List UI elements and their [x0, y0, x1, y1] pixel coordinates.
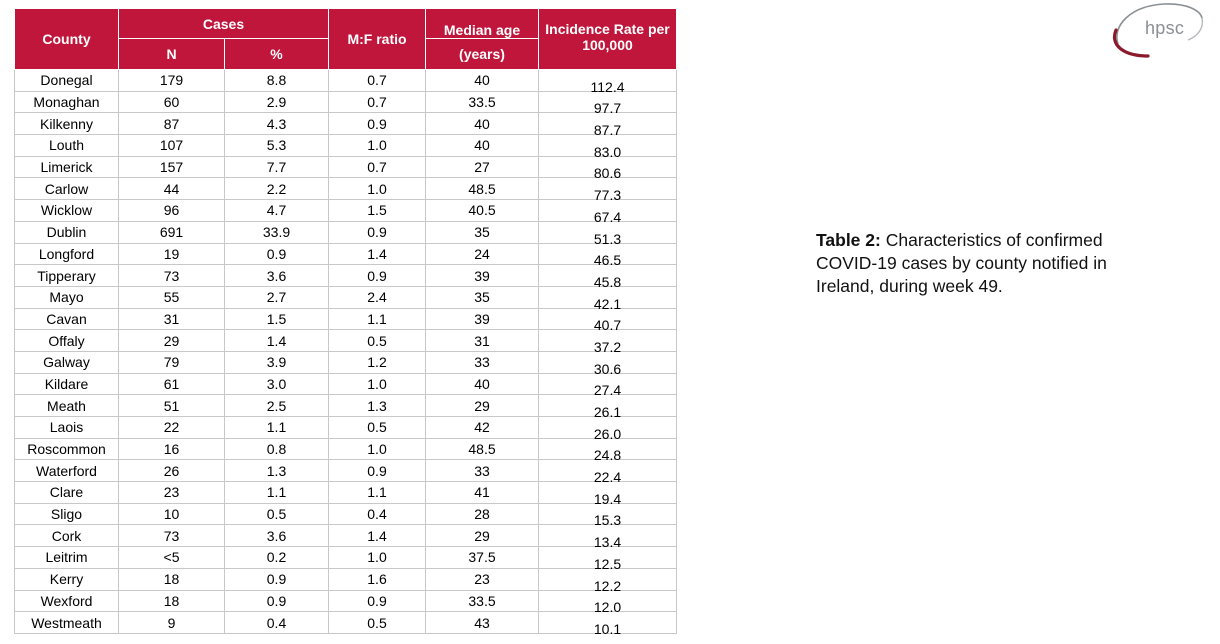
incidence-rate-value: 10.1: [593, 620, 622, 637]
caption-label: Table 2:: [816, 230, 881, 250]
cell-pct: 2.2: [225, 178, 329, 200]
table-row: [15, 265, 677, 287]
cell-n: 96: [119, 200, 225, 222]
cell-median-age: 40: [426, 70, 539, 92]
header-median-age: Median age: [426, 9, 539, 39]
cell-county: Laois: [15, 417, 119, 439]
incidence-rate-value: 26.0: [593, 425, 622, 442]
cell-pct: 0.9: [225, 590, 329, 612]
cell-median-age: 33: [426, 351, 539, 373]
cell-n: 16: [119, 438, 225, 460]
cell-incidence-rate: [539, 113, 677, 139]
cell-median-age: 42: [426, 417, 539, 439]
cell-county: Cavan: [15, 308, 119, 330]
cell-median-age: 48.5: [426, 438, 539, 460]
cell-county: Dublin: [15, 221, 119, 243]
cell-county: Kilkenny: [15, 113, 119, 135]
cell-median-age: 28: [426, 503, 539, 525]
cell-pct: 2.7: [225, 286, 329, 308]
cell-pct: 0.8: [225, 438, 329, 460]
cell-pct: 4.3: [225, 113, 329, 135]
cell-county: Wicklow: [15, 200, 119, 222]
cell-median-age: 40.5: [426, 200, 539, 222]
cell-n: 79: [119, 351, 225, 373]
cell-county: Tipperary: [15, 265, 119, 287]
cell-incidence-rate: [539, 178, 677, 204]
cell-n: 179: [119, 70, 225, 92]
cell-mf-ratio: 0.9: [329, 590, 426, 612]
cell-incidence-rate: [539, 395, 677, 420]
cell-county: Galway: [15, 351, 119, 373]
incidence-rate-value: 97.7: [593, 100, 622, 117]
cell-median-age: 40: [426, 113, 539, 135]
header-mf-ratio: M:F ratio: [329, 9, 426, 70]
incidence-rate-value: 15.3: [593, 512, 622, 529]
cell-mf-ratio: 0.9: [329, 265, 426, 287]
cell-pct: 3.6: [225, 265, 329, 287]
cell-median-age: 35: [426, 221, 539, 243]
cell-n: 60: [119, 91, 225, 113]
table-row: [15, 525, 677, 547]
incidence-rate-value: 67.4: [593, 208, 622, 225]
cell-median-age: 29: [426, 525, 539, 547]
cell-mf-ratio: 1.0: [329, 547, 426, 569]
cell-n: 18: [119, 568, 225, 590]
table-row: [15, 178, 677, 200]
cell-county: Westmeath: [15, 612, 119, 634]
cell-incidence-rate: [539, 70, 677, 95]
cell-county: Wexford: [15, 590, 119, 612]
cell-mf-ratio: 1.0: [329, 373, 426, 395]
incidence-rate-value: 77.3: [593, 187, 622, 204]
cell-n: 23: [119, 482, 225, 504]
cell-median-age: 33.5: [426, 590, 539, 612]
cell-pct: 2.5: [225, 395, 329, 417]
cell-incidence-rate: [539, 460, 677, 486]
cell-n: 51: [119, 395, 225, 417]
cell-pct: 3.6: [225, 525, 329, 547]
table-row: [15, 568, 677, 590]
cell-median-age: 39: [426, 308, 539, 330]
cell-mf-ratio: 0.7: [329, 91, 426, 113]
header-incidence-rate: Incidence Rate per 100,000: [539, 9, 677, 70]
cell-n: 55: [119, 286, 225, 308]
cell-n: 87: [119, 113, 225, 135]
table-row: [15, 156, 677, 178]
cell-n: 29: [119, 330, 225, 352]
incidence-rate-value: 46.5: [593, 252, 622, 269]
cell-pct: 3.9: [225, 351, 329, 373]
cell-n: 22: [119, 417, 225, 439]
cell-mf-ratio: 1.6: [329, 568, 426, 590]
cell-pct: 7.7: [225, 156, 329, 178]
cell-county: Limerick: [15, 156, 119, 178]
logo-text: hpsc: [1145, 18, 1185, 38]
cell-pct: 0.4: [225, 612, 329, 634]
cell-median-age: 31: [426, 330, 539, 352]
cell-pct: 1.4: [225, 330, 329, 352]
cell-mf-ratio: 0.7: [329, 70, 426, 92]
cell-n: 44: [119, 178, 225, 200]
table-row: [15, 547, 677, 569]
cell-median-age: 40: [426, 135, 539, 157]
cell-median-age: 35: [426, 286, 539, 308]
cell-median-age: 29: [426, 395, 539, 417]
cell-n: <5: [119, 547, 225, 569]
incidence-rate-value: 83.0: [593, 143, 622, 160]
cell-pct: 4.7: [225, 200, 329, 222]
caption-text: Characteristics of confirmed COVID-19 cases by county notified in Ireland, during week 49.: [816, 230, 1107, 296]
header-n: N: [119, 39, 225, 70]
cell-n: 26: [119, 460, 225, 482]
incidence-rate-value: 12.5: [593, 555, 622, 572]
table-row: [15, 373, 677, 395]
cell-mf-ratio: 1.4: [329, 525, 426, 547]
cell-pct: 1.5: [225, 308, 329, 330]
header-pct: %: [225, 39, 329, 70]
cell-median-age: 39: [426, 265, 539, 287]
incidence-rate-value: 24.8: [593, 447, 622, 464]
cell-median-age: 33: [426, 460, 539, 482]
cell-pct: 2.9: [225, 91, 329, 113]
cell-mf-ratio: 1.0: [329, 135, 426, 157]
table-row: [15, 590, 677, 612]
table-caption: [816, 229, 1156, 298]
header-county: County: [15, 9, 119, 70]
cell-pct: 0.9: [225, 568, 329, 590]
cell-mf-ratio: 1.2: [329, 351, 426, 373]
cell-n: 18: [119, 590, 225, 612]
cell-n: 691: [119, 221, 225, 243]
cell-n: 73: [119, 525, 225, 547]
cell-n: 19: [119, 243, 225, 265]
cell-pct: 1.3: [225, 460, 329, 482]
cell-mf-ratio: 1.0: [329, 178, 426, 200]
incidence-rate-value: 30.6: [593, 360, 622, 377]
table-row: [15, 395, 677, 417]
cell-n: 157: [119, 156, 225, 178]
cell-mf-ratio: 0.9: [329, 460, 426, 482]
incidence-rate-value: 87.7: [593, 122, 622, 139]
cell-pct: 5.3: [225, 135, 329, 157]
cell-county: Meath: [15, 395, 119, 417]
cell-pct: 33.9: [225, 221, 329, 243]
cell-county: Carlow: [15, 178, 119, 200]
cell-pct: 0.2: [225, 547, 329, 569]
table-row: [15, 135, 677, 157]
table-row: [15, 286, 677, 308]
cell-median-age: 37.5: [426, 547, 539, 569]
table-row: [15, 351, 677, 373]
cell-mf-ratio: 1.3: [329, 395, 426, 417]
cell-incidence-rate: [539, 525, 677, 551]
cell-pct: 1.1: [225, 482, 329, 504]
cell-county: Waterford: [15, 460, 119, 482]
cell-county: Sligo: [15, 503, 119, 525]
table-row: [15, 438, 677, 460]
cell-n: 10: [119, 503, 225, 525]
incidence-rate-value: 37.2: [593, 338, 622, 355]
cell-mf-ratio: 2.4: [329, 286, 426, 308]
cell-n: 107: [119, 135, 225, 157]
incidence-rate-value: 42.1: [593, 295, 622, 312]
incidence-rate-value: 22.4: [593, 469, 622, 486]
incidence-rate-value: 27.4: [593, 382, 622, 399]
cell-mf-ratio: 0.9: [329, 221, 426, 243]
table-row: [15, 113, 677, 135]
cell-mf-ratio: 1.1: [329, 482, 426, 504]
cell-county: Kildare: [15, 373, 119, 395]
cell-mf-ratio: 1.1: [329, 308, 426, 330]
incidence-rate-value: 51.3: [593, 230, 622, 247]
table-row: [15, 460, 677, 482]
cell-pct: 0.5: [225, 503, 329, 525]
header-median-age-unit: (years): [426, 39, 539, 70]
cell-mf-ratio: 0.5: [329, 612, 426, 634]
table-row: [15, 308, 677, 330]
incidence-rate-value: 12.2: [593, 577, 622, 594]
cell-pct: 0.9: [225, 243, 329, 265]
table-row: [15, 482, 677, 504]
incidence-rate-value: 26.1: [593, 404, 622, 420]
table-row: [15, 70, 677, 92]
table-row: [15, 417, 677, 439]
cell-pct: 1.1: [225, 417, 329, 439]
cell-n: 31: [119, 308, 225, 330]
table-row: [15, 243, 677, 265]
cell-median-age: 40: [426, 373, 539, 395]
cell-mf-ratio: 0.5: [329, 330, 426, 352]
cell-mf-ratio: 0.4: [329, 503, 426, 525]
cell-n: 73: [119, 265, 225, 287]
cell-county: Kerry: [15, 568, 119, 590]
incidence-rate-value: 19.4: [593, 490, 622, 507]
incidence-rate-value: 112.4: [590, 78, 625, 95]
incidence-rate-value: 80.6: [593, 165, 622, 182]
cell-county: Leitrim: [15, 547, 119, 569]
header-cases: Cases: [119, 9, 329, 39]
table-row: [15, 612, 677, 634]
incidence-rate-value: 45.8: [593, 273, 622, 290]
table-row: [15, 221, 677, 243]
cell-incidence-rate: [539, 330, 677, 355]
county-table-container: [14, 8, 677, 637]
cell-median-age: 41: [426, 482, 539, 504]
cell-mf-ratio: 0.9: [329, 113, 426, 135]
cell-mf-ratio: 0.7: [329, 156, 426, 178]
cell-county: Longford: [15, 243, 119, 265]
cell-median-age: 48.5: [426, 178, 539, 200]
table-body: [15, 70, 677, 637]
cell-mf-ratio: 0.5: [329, 417, 426, 439]
cell-median-age: 43: [426, 612, 539, 634]
cell-county: Roscommon: [15, 438, 119, 460]
cell-county: Cork: [15, 525, 119, 547]
cell-county: Offaly: [15, 330, 119, 352]
table-row: [15, 200, 677, 222]
cell-county: Donegal: [15, 70, 119, 92]
cell-mf-ratio: 1.5: [329, 200, 426, 222]
cell-mf-ratio: 1.4: [329, 243, 426, 265]
cell-pct: 3.0: [225, 373, 329, 395]
incidence-rate-value: 40.7: [593, 317, 622, 334]
cell-n: 61: [119, 373, 225, 395]
cell-median-age: 27: [426, 156, 539, 178]
cell-county: Mayo: [15, 286, 119, 308]
county-cases-table: [14, 8, 677, 637]
table-row: [15, 503, 677, 525]
cell-county: Louth: [15, 135, 119, 157]
table-row: [15, 91, 677, 113]
cell-n: 9: [119, 612, 225, 634]
cell-median-age: 23: [426, 568, 539, 590]
table-row: [15, 330, 677, 352]
cell-median-age: 24: [426, 243, 539, 265]
cell-pct: 8.8: [225, 70, 329, 92]
incidence-rate-value: 13.4: [593, 534, 622, 551]
cell-county: Monaghan: [15, 91, 119, 113]
cell-mf-ratio: 1.0: [329, 438, 426, 460]
incidence-rate-value: 12.0: [593, 599, 622, 616]
cell-county: Clare: [15, 482, 119, 504]
cell-median-age: 33.5: [426, 91, 539, 113]
